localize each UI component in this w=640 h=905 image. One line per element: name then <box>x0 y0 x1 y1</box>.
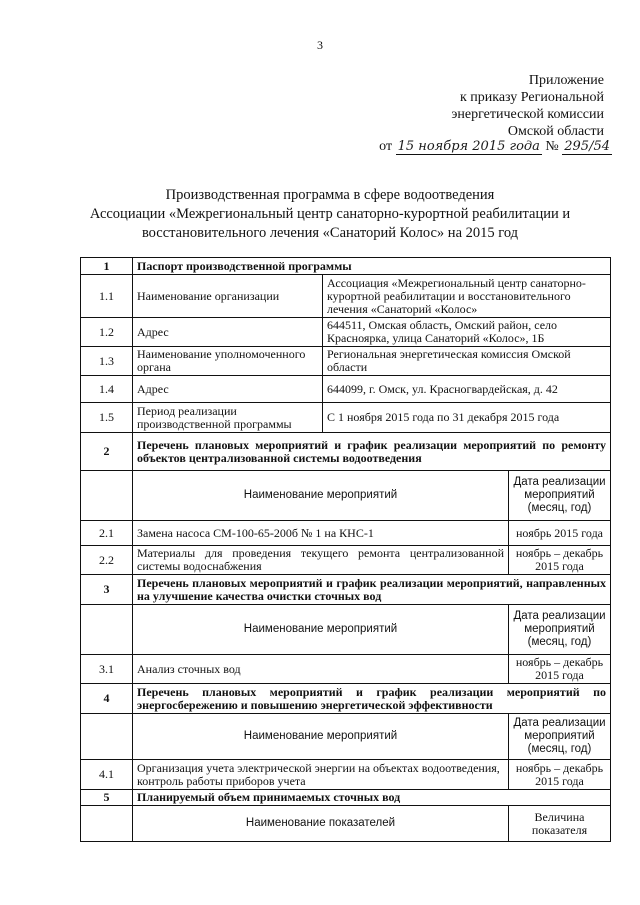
row-label: Адрес <box>133 376 323 403</box>
from-label: от <box>379 139 393 154</box>
appendix-line: энергетической комиссии <box>451 107 604 122</box>
row-name: Анализ сточных вод <box>133 655 509 684</box>
program-table <box>80 257 611 842</box>
column-header-indicator: Наименование показателей <box>133 806 509 842</box>
title-line: Производственная программа в сфере водоотведения <box>165 187 495 203</box>
row-number: 1.1 <box>81 275 133 318</box>
header-row <box>81 806 611 842</box>
row-value: Региональная энергетическая комиссия Омской области <box>323 347 611 376</box>
header-row <box>81 471 611 521</box>
table-row <box>81 521 611 546</box>
table-row <box>81 347 611 376</box>
column-header-date: Дата реализации мероприятий (месяц, год) <box>509 714 611 760</box>
row-value: 644511, Омская область, Омский район, село Красноярка, улица Санаторий «Колос», 1Б <box>323 318 611 347</box>
appendix-line: Приложение <box>528 73 604 88</box>
row-value: С 1 ноября 2015 года по 31 декабря 2015 года <box>323 403 611 433</box>
table-row <box>81 403 611 433</box>
empty-cell <box>81 806 133 842</box>
header-row <box>81 714 611 760</box>
appendix-line: к приказу Региональной <box>459 90 604 105</box>
title-line: Ассоциации «Межрегиональный центр санаторно-курортной реабилитации и <box>89 206 571 222</box>
row-number: 1.4 <box>81 376 133 403</box>
section-title: Перечень плановых мероприятий и график реализации мероприятий, направленных на улучшение качества очистки сточных вод <box>133 575 611 605</box>
empty-cell <box>81 714 133 760</box>
row-label: Период реализации производственной программы <box>133 403 323 433</box>
section-number: 1 <box>81 258 133 275</box>
row-value: Ассоциация «Межрегиональный центр санаторно-курортной реабилитации и восстановительного лечения «Санаторий «Колос» <box>323 275 611 318</box>
row-name: Замена насоса СМ-100-65-200б № 1 на КНС-1 <box>133 521 509 546</box>
row-number: 1.2 <box>81 318 133 347</box>
handwritten-date: 15 ноября 2015 года <box>397 139 540 154</box>
table-row <box>81 760 611 790</box>
row-date: ноябрь – декабрь 2015 года <box>509 655 611 684</box>
empty-cell <box>81 605 133 655</box>
header-row <box>81 605 611 655</box>
row-number: 2.1 <box>81 521 133 546</box>
document-title <box>60 186 600 243</box>
order-date-number <box>379 139 612 155</box>
section-number: 5 <box>81 790 133 806</box>
section-title: Паспорт производственной программы <box>133 258 611 275</box>
row-label: Наименование уполномоченного органа <box>133 347 323 376</box>
section-number: 2 <box>81 433 133 471</box>
column-header-name: Наименование мероприятий <box>133 605 509 655</box>
row-number: 3.1 <box>81 655 133 684</box>
row-label: Адрес <box>133 318 323 347</box>
row-value: 644099, г. Омск, ул. Красногвардейская, д. 42 <box>323 376 611 403</box>
row-name: Организация учета электрической энергии на объектах водоотведения, контроль работы приборов учета <box>133 760 509 790</box>
table-row <box>81 546 611 575</box>
column-header-date: Дата реализации мероприятий (месяц, год) <box>509 605 611 655</box>
appendix-line: Омской области <box>507 124 604 139</box>
table-row <box>81 376 611 403</box>
row-date: ноябрь – декабрь 2015 года <box>509 546 611 575</box>
row-date: ноябрь – декабрь 2015 года <box>509 760 611 790</box>
section-row <box>81 433 611 471</box>
row-date: ноябрь 2015 года <box>509 521 611 546</box>
table-row <box>81 318 611 347</box>
table-row <box>81 655 611 684</box>
section-row <box>81 684 611 714</box>
section-title: Перечень плановых мероприятий и график реализации мероприятий по ремонту объектов централизованной системы водоотведения <box>133 433 611 471</box>
row-number: 1.3 <box>81 347 133 376</box>
title-line: восстановительного лечения «Санаторий Колос» на 2015 год <box>141 225 519 241</box>
section-number: 4 <box>81 684 133 714</box>
table-row <box>81 275 611 318</box>
row-number: 2.2 <box>81 546 133 575</box>
row-name: Материалы для проведения текущего ремонта централизованной системы водоснабжения <box>133 546 509 575</box>
row-label: Наименование организации <box>133 275 323 318</box>
section-row <box>81 790 611 806</box>
section-title: Планируемый объем принимаемых сточных вод <box>133 790 611 806</box>
row-number: 1.5 <box>81 403 133 433</box>
empty-cell <box>81 471 133 521</box>
column-header-name: Наименование мероприятий <box>133 471 509 521</box>
section-row <box>81 575 611 605</box>
handwritten-number: 295/54 <box>564 139 610 154</box>
number-label: № <box>545 139 559 154</box>
row-number: 4.1 <box>81 760 133 790</box>
section-number: 3 <box>81 575 133 605</box>
section-title: Перечень плановых мероприятий и график реализации мероприятий по энергосбережению и повышению энергетической эффективности <box>133 684 611 714</box>
section-row <box>81 258 611 275</box>
column-header-value: Величина показателя <box>509 806 611 842</box>
column-header-date: Дата реализации мероприятий (месяц, год) <box>509 471 611 521</box>
appendix-block <box>451 72 604 140</box>
page-number: 3 <box>317 38 323 52</box>
column-header-name: Наименование мероприятий <box>133 714 509 760</box>
